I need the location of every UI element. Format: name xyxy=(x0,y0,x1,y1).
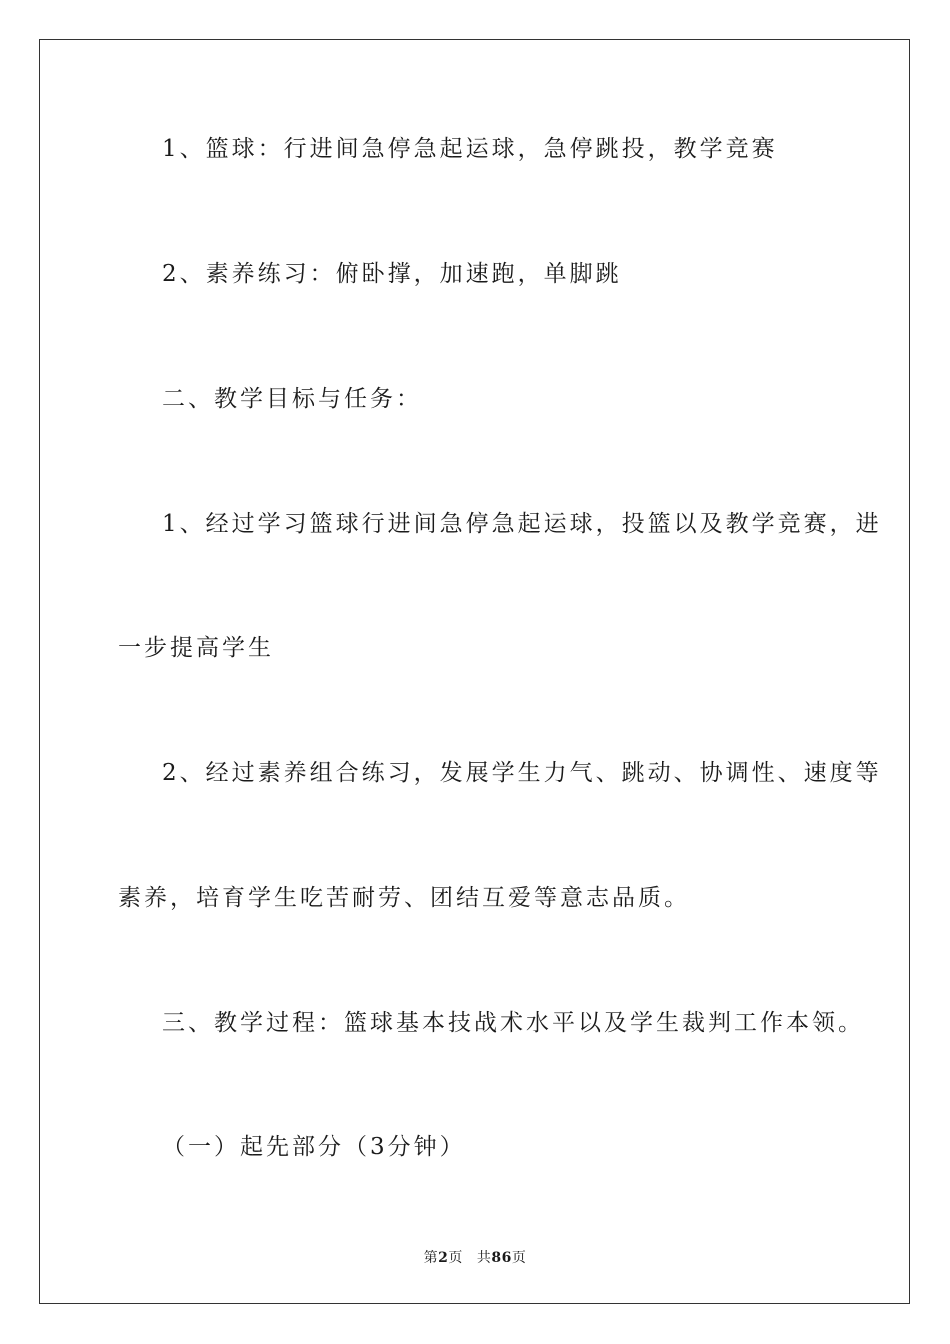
footer-total-number: 86 xyxy=(491,1250,512,1266)
paragraph-fitness-item: 2、素养练习：俯卧撑，加速跑，单脚跳 xyxy=(162,261,622,287)
paragraph-objective-1-continued: 一步提高学生 xyxy=(118,635,274,661)
footer-total-suffix: 页 xyxy=(511,1250,527,1266)
paragraph-objective-2: 2、经过素养组合练习，发展学生力气、跳动、协调性、速度等 xyxy=(162,760,882,786)
subsection-heading-opening: （一）起先部分（3分钟） xyxy=(162,1134,466,1160)
page-footer xyxy=(0,1247,950,1267)
footer-page-number: 2 xyxy=(438,1250,449,1266)
paragraph-objective-2-continued: 素养，培育学生吃苦耐劳、团结互爱等意志品质。 xyxy=(118,885,690,911)
paragraph-objective-1: 1、经过学习篮球行进间急停急起运球，投篮以及教学竞赛，进 xyxy=(162,511,882,537)
paragraph-basketball-item: 1、篮球：行进间急停急起运球，急停跳投，教学竞赛 xyxy=(162,136,778,162)
footer-total-prefix: 共 xyxy=(476,1250,492,1266)
footer-page-suffix: 页 xyxy=(448,1250,463,1266)
page-border xyxy=(39,39,910,1304)
section-heading-objectives: 二、教学目标与任务： xyxy=(162,386,422,412)
footer-page-prefix: 第 xyxy=(423,1250,439,1266)
section-heading-process: 三、教学过程：篮球基本技战术水平以及学生裁判工作本领。 xyxy=(162,1010,864,1036)
